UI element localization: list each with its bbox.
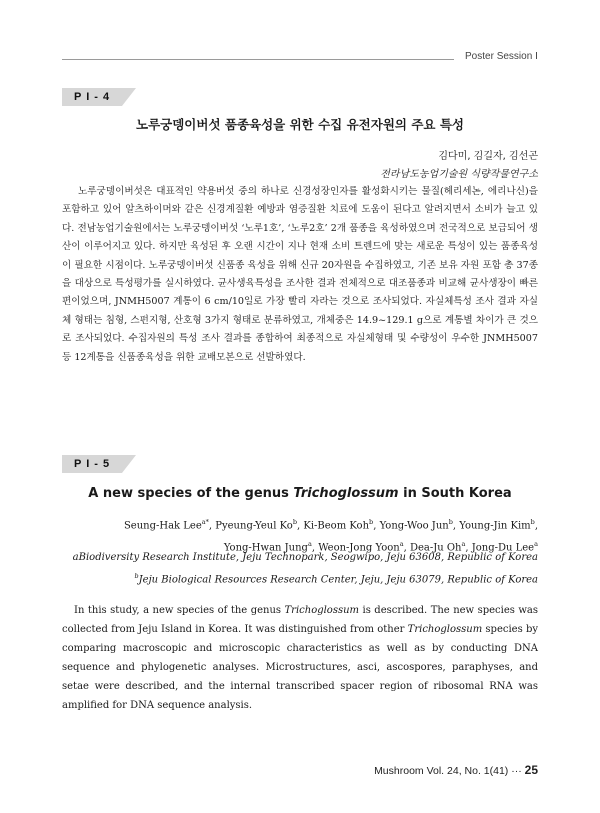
title-text: in South Korea [403,486,512,501]
author-name: Yong-Hwan Jung [223,542,308,554]
author-name: Dea-Ju Oh [409,542,462,554]
abstract-body [62,601,538,715]
author-name: Pyeung-Yeul Ko [215,520,293,532]
journal-info: Mushroom Vol. 24, No. 1(41) [374,765,509,777]
author-name: Ki-Beom Koh [303,520,370,532]
abstract-title: 노루궁뎅이버섯 품종육성을 위한 수집 유전자원의 주요 특성 [136,117,464,132]
affiliation-b-marker: b [134,572,139,580]
abstract-title [62,486,538,501]
authors: 김다미, 김길자, 김선곤 [438,151,538,162]
abstract-tag: P I - 4 [62,88,122,106]
title-genus: Trichoglossum [293,486,399,501]
author-affil-marker: a [461,540,466,549]
affiliation-b [62,567,538,589]
affiliation: 전라남도농업기술원 식량작물연구소 [380,169,538,180]
abstract-tag: P I - 5 [62,455,122,473]
abstract-body: 노루궁뎅이버섯은 대표적인 약용버섯 중의 하나로 신경성장인자를 활성화시키는 물질(헤리세논, 에리나신)을 포함하고 있어 알츠하이머와 같은 신경계질환 예방과 염증질환 치료에 도움이 된다고 알려지면서 소비가 늘고 있다. 전남농업기술원에서는 노루궁뎅이버섯 ‘노루1호’, ‘노루2호’ 2개 품종을 육성하였으며 전국적으로 보급되어 생산이 이루어지고 있다. 하지만 육성된 후 오랜 시간이 지나 현재 소비 트렌드에 맞는 새로운 특성이 있는 품종육성이 필요한 시점이다. 노루궁뎅이버섯 신품종 육성을 위해 신규 20자원을 수집하였고, 기존 보유 자원 포함 총 37종을 대상으로 특성평가를 실시하였다. 균사생육특성을 조사한 결과 전체적으로 대조품종과 비교해 균사생장이 빠른 편이었으며, JNMH5007 계통이 6 cm/10일로 가장 빨리 자라는 것으로 조사되었다. 자실체특성 조사 결과 자실체 형태는 침형, 스펀지형, 산호형 3가지 형태로 분류하였고, 개체중은 14.9~129.1 g으로 계통별 차이가 큰 것으로 조사되었다. 수집자원의 특성 조사 결과를 종합하여 최종적으로 자실체형태 및 수량성이 우수한 JNMH5007 등 12계통을 신품종육성을 위한 교배모본으로 선발하였다. [62,186,538,363]
author-name: Seung-Hak Lee [123,520,202,532]
author-separator: , [452,520,460,532]
author-affil-marker: b [530,518,535,526]
body-text: is described. The new species was collected from Jeju Island in Korea. It was distinguished from other [62,605,539,635]
title-text: A new species of the genus [88,486,289,501]
author-separator: , [208,520,216,532]
author-affil-marker: a [307,540,312,549]
session-header: Poster Session Ⅰ [465,51,538,62]
author-affil-marker: a [399,540,404,549]
author-name: Young-Jin Kim [459,520,531,532]
body-genus: Trichoglossum [284,605,360,616]
header-rule [62,59,454,60]
author-name: Jong-Du Lee [471,542,535,554]
author-affil-marker: b [369,518,374,526]
affiliation-b-text: Jeju Biological Resources Research Center, Jeju, Jeju 63079, Republic of Korea [138,574,538,586]
author-separator: , [465,542,472,554]
affiliation-a: aBiodiversity Research Institute, Jeju Technopark, Seogwipo, Jeju 63608, Republic of Korea [72,552,538,563]
author-separator: , [534,520,538,532]
author-separator: , [373,520,380,532]
body-genus: Trichoglossum [407,624,483,635]
author-name: Weon-Jong Yoon [318,542,400,554]
author-separator: , [297,520,304,532]
page-number: 25 [524,763,538,777]
author-affil-marker: a* [201,518,209,526]
page-footer [374,763,538,777]
author-affil-marker: b [292,518,297,526]
affiliations [62,549,538,589]
footer-dots: ··· [511,765,522,777]
author-affil-marker: b [448,518,453,526]
author-separator: , [403,542,410,554]
author-separator: , [311,542,319,554]
author-affil-marker: a [534,540,538,549]
body-text: species by comparing macroscopic and microscopic characteristics as well as by conducting DNA sequence and phylogenetic analyses. Microstructures, asci, ascospores, paraphyses, and setae were described, and the internal transcribed spacer region of ribosomal RNA was amplified for DNA sequence analysis. [62,624,538,711]
body-text: In this study, a new species of the genus [74,605,285,616]
author-name: Yong-Woo Jun [379,520,449,532]
